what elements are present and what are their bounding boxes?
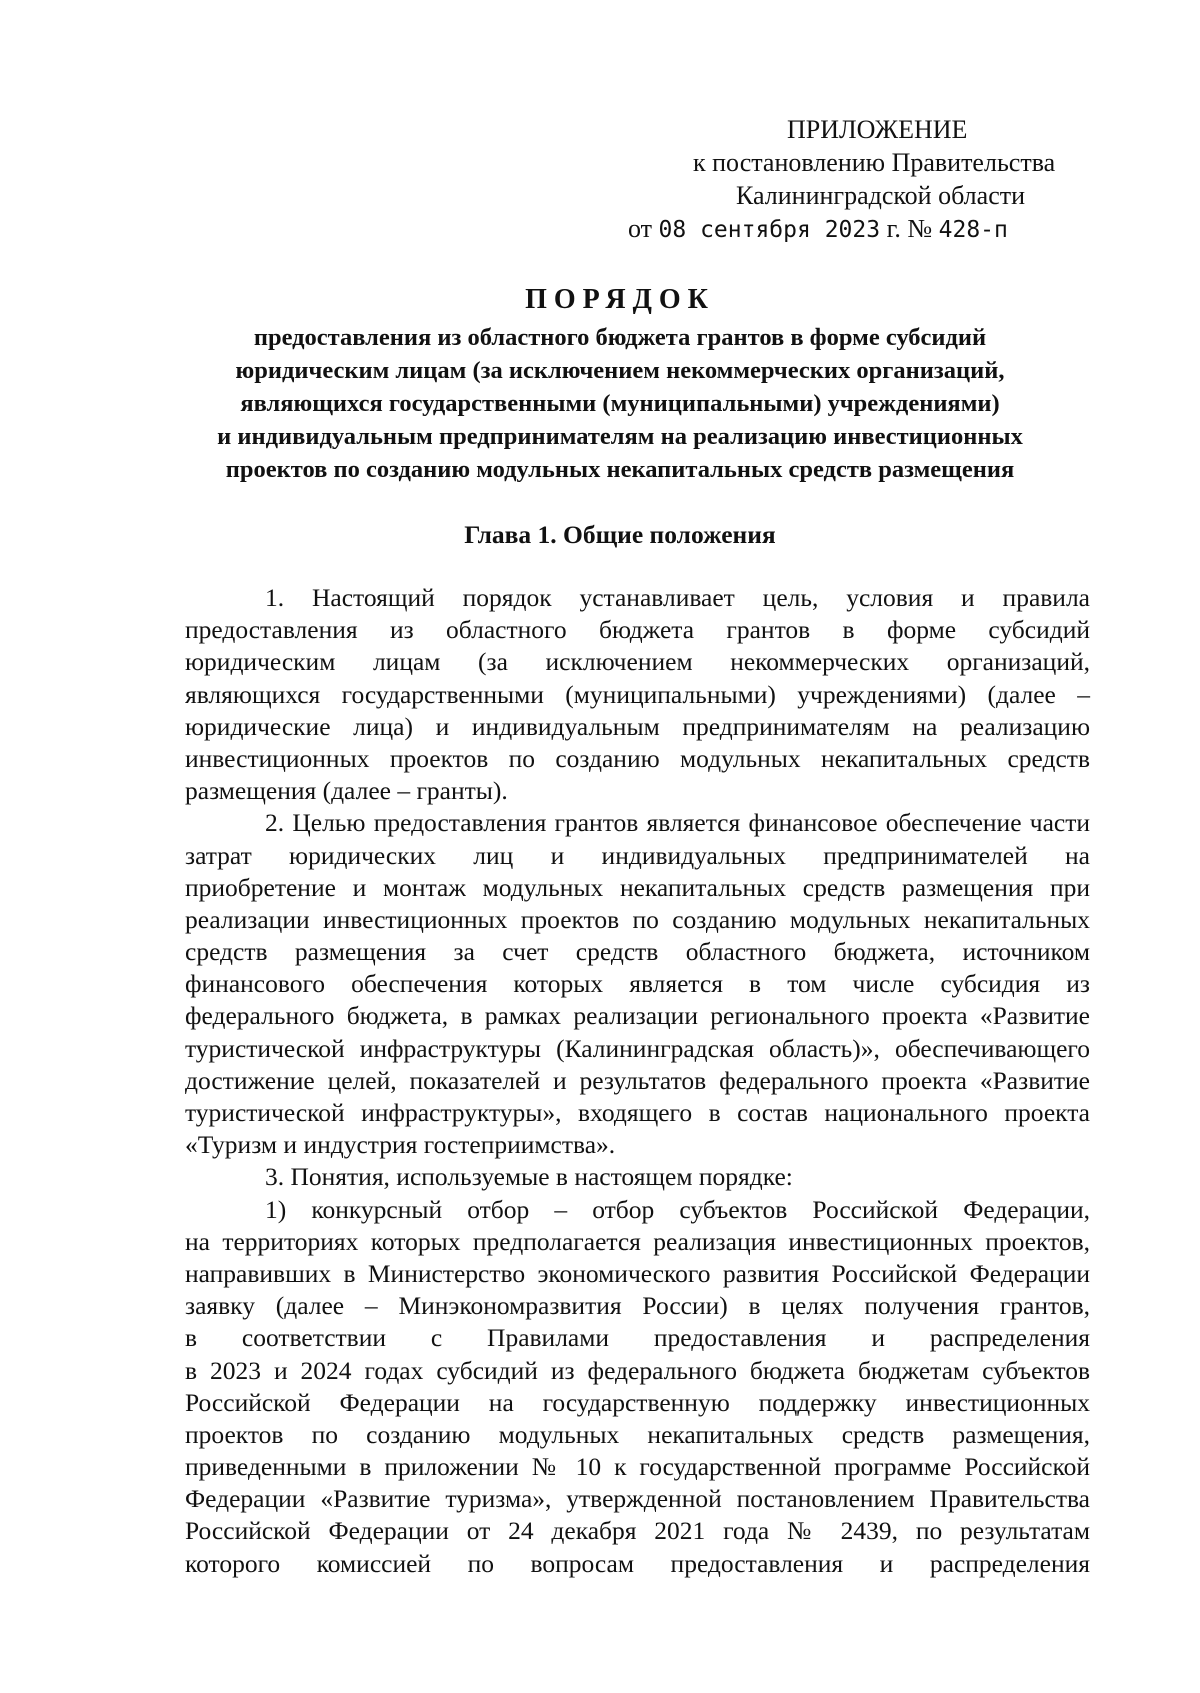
subitem-1-line: Российской Федерации от 24 декабря 2021 года № 2439, по результатам — [185, 1516, 1090, 1546]
paragraph-2-line: 2. Целью предоставления грантов является финансовое обеспечение части — [265, 808, 1090, 838]
subitem-1-line: которого комиссией по вопросам предоставления и распределения — [185, 1548, 1090, 1578]
paragraph-1-line: юридическим лицам (за исключением некоммерческих организаций, — [185, 647, 1090, 677]
paragraph-2-line: федерального бюджета, в рамках реализации регионального проекта «Развитие — [185, 1001, 1090, 1031]
date-mid: г. № — [886, 214, 933, 243]
paragraph-2-line: туристической инфраструктуры», входящего в состав национального проекта — [185, 1098, 1090, 1127]
subitem-1-line: Федерации «Развитие туризма», утвержденной постановлением Правительства — [185, 1484, 1090, 1514]
paragraph-2-line: «Туризм и индустрия гостеприимства». — [185, 1130, 616, 1160]
subitem-1-line: в соответствии с Правилами предоставления и распределения — [185, 1323, 1090, 1353]
paragraph-1-line: являющихся государственными (муниципальными) учреждениями) (далее – — [185, 679, 1090, 709]
paragraph-2-line: финансового обеспечения которых является в том числе субсидия из — [185, 969, 1090, 999]
date-prefix: от — [628, 214, 653, 243]
appendix-line-2: Калининградской области — [736, 181, 1026, 210]
appendix-title: ПРИЛОЖЕНИЕ — [787, 115, 968, 144]
paragraph-1-line: инвестиционных проектов по созданию модульных некапитальных средств — [185, 743, 1090, 773]
paragraph-2-line: затрат юридических лиц и индивидуальных предпринимателей на — [185, 840, 1090, 870]
document-title — [150, 283, 1090, 486]
title-line: и индивидуальным предпринимателям на реализацию инвестиционных — [217, 423, 1023, 450]
appendix-date-line — [628, 212, 1008, 247]
subitem-1-line: проектов по созданию модульных некапитальных средств размещения, — [185, 1419, 1090, 1449]
subitem-1-line: Российской Федерации на государственную поддержку инвестиционных — [185, 1387, 1090, 1417]
paragraph-1-line: 1. Настоящий порядок устанавливает цель, условия и правила — [265, 583, 1090, 612]
paragraph-3-line: 3. Понятия, используемые в настоящем порядке: — [265, 1162, 793, 1192]
document-number: 428-п — [938, 217, 1008, 243]
appendix-line-1: к постановлению Правительства — [693, 148, 1056, 177]
subitem-1-line: направивших в Министерство экономического развития Российской Федерации — [185, 1258, 1090, 1288]
chapter-heading: Глава 1. Общие положения — [464, 520, 776, 549]
paragraph-2-line: приобретение и монтаж модульных некапитальных средств размещения при — [185, 872, 1090, 902]
document-main-title: ПОРЯДОК — [525, 284, 715, 315]
subitem-1-line: заявку (далее – Минэкономразвития России) в целях получения грантов, — [185, 1291, 1090, 1321]
title-line: предоставления из областного бюджета грантов в форме субсидий — [253, 324, 987, 351]
title-line: проектов по созданию модульных некапитальных средств размещения — [225, 456, 1015, 483]
date-value: 08 сентября 2023 — [658, 217, 881, 243]
paragraph-2-line: средств размещения за счет средств областного бюджета, источником — [185, 937, 1090, 967]
paragraph-2-line: туристической инфраструктуры (Калининградская область)», обеспечивающего — [185, 1033, 1090, 1063]
paragraph-2-line: реализации инвестиционных проектов по созданию модульных некапитальных — [185, 904, 1090, 934]
document-body — [185, 582, 1090, 1580]
title-line: юридическим лицам (за исключением некоммерческих организаций, — [235, 357, 1005, 384]
paragraph-1-line: предоставления из областного бюджета грантов в форме субсидий — [185, 615, 1090, 645]
subitem-1-line: на территориях которых предполагается реализация инвестиционных проектов, — [185, 1226, 1090, 1256]
paragraph-1-line: размещения (далее – гранты). — [185, 776, 508, 806]
paragraph-2-line: достижение целей, показателей и результатов федерального проекта «Развитие — [185, 1065, 1090, 1095]
subitem-1-line: 1) конкурсный отбор – отбор субъектов Российской Федерации, — [265, 1194, 1090, 1224]
subitem-1-line: в 2023 и 2024 годах субсидий из федерального бюджета бюджетам субъектов — [185, 1355, 1090, 1385]
paragraph-1-line: юридические лица) и индивидуальным предпринимателям на реализацию — [185, 711, 1090, 741]
title-line: являющихся государственными (муниципальными) учреждениями) — [240, 390, 1000, 417]
subitem-1-line: приведенными в приложении № 10 к государственной программе Российской — [185, 1452, 1090, 1482]
